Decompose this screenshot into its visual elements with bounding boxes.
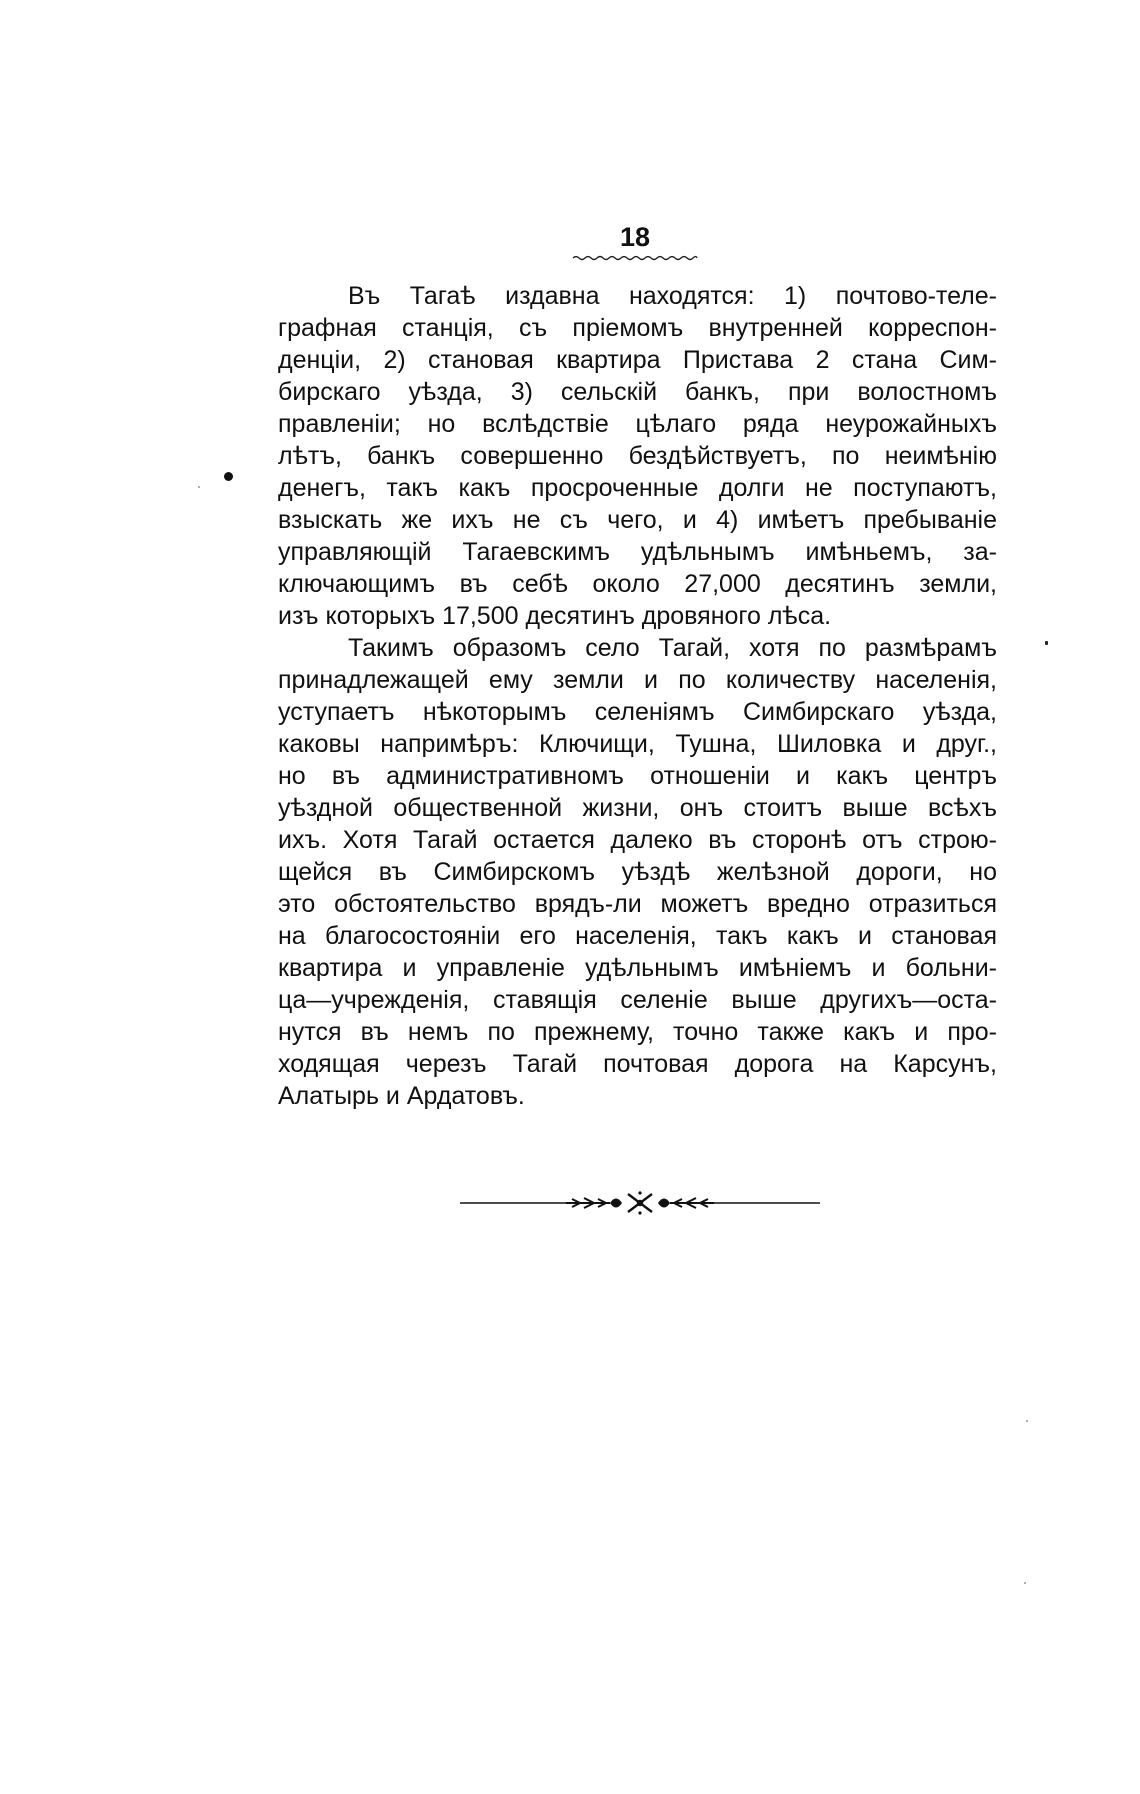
text-line: уѣздной общественной жизни, онъ стоитъ выше всѣхъ bbox=[278, 794, 997, 822]
text-line: на благосостояніи его населенія, такъ какъ и становая bbox=[278, 922, 997, 950]
body-text bbox=[278, 280, 997, 1112]
margin-speck bbox=[198, 486, 200, 488]
text-line: денегъ, такъ какъ просроченные долги не поступаютъ, bbox=[278, 474, 997, 502]
text-line: уступаетъ нѣкоторымъ селеніямъ Симбирскаго уѣзда, bbox=[278, 698, 997, 726]
text-line: Алатырь и Ардатовъ. bbox=[278, 1082, 525, 1110]
text-line: это обстоятельство врядъ-ли можетъ вредно отразиться bbox=[278, 890, 997, 918]
paragraph-1 bbox=[278, 280, 997, 632]
margin-speck bbox=[1026, 1420, 1028, 1422]
text-line: ца—учрежденія, ставящія селеніе выше другихъ—оста- bbox=[278, 986, 997, 1014]
text-line: изъ которыхъ 17,500 десятинъ дровяного лѣса. bbox=[278, 602, 832, 630]
text-line: денціи, 2) становая квартира Пристава 2 стана Сим- bbox=[278, 346, 997, 374]
page-number: 18 bbox=[619, 222, 651, 252]
paragraph-2 bbox=[278, 632, 997, 1112]
margin-speck bbox=[1024, 1582, 1026, 1584]
text-line: квартира и управленіе удѣльнымъ имѣніемъ и больни- bbox=[278, 954, 997, 982]
text-line: ходящая черезъ Тагай почтовая дорога на Карсунъ, bbox=[278, 1050, 997, 1078]
text-line: каковы напримѣръ: Ключищи, Тушна, Шиловка и друг., bbox=[278, 730, 997, 758]
text-line: бирскаго уѣзда, 3) сельскій банкъ, при волостномъ bbox=[278, 378, 997, 406]
text-line: но въ административномъ отношеніи и какъ центръ bbox=[278, 762, 997, 790]
text-line: нутся въ немъ по прежнему, точно также какъ и про- bbox=[278, 1018, 997, 1046]
margin-ink-dot bbox=[224, 472, 233, 481]
text-line: правленіи; но вслѣдствіе цѣлаго ряда неурожайныхъ bbox=[278, 410, 997, 438]
section-end-ornament bbox=[460, 1188, 820, 1218]
text-line: щейся въ Симбирскомъ уѣздѣ желѣзной дороги, но bbox=[278, 858, 997, 886]
text-line: Въ Тагаѣ издавна находятся: 1) почтово-теле- bbox=[348, 282, 997, 310]
text-line: взыскать же ихъ не съ чего, и 4) имѣетъ пребываніе bbox=[278, 506, 997, 534]
text-line: управляющій Тагаевскимъ удѣльнымъ имѣньемъ, за- bbox=[278, 538, 997, 566]
wavy-underline-ornament bbox=[571, 254, 699, 262]
text-line: Такимъ образомъ село Тагай, хотя по размѣрамъ bbox=[348, 634, 997, 662]
margin-tick-mark bbox=[1045, 641, 1048, 645]
text-line: ихъ. Хотя Тагай остается далеко въ сторонѣ отъ строю- bbox=[278, 826, 997, 854]
text-line: лѣтъ, банкъ совершенно бездѣйствуетъ, по неимѣнію bbox=[278, 442, 997, 470]
text-line: графная станція, съ пріемомъ внутренней корреспон- bbox=[278, 314, 997, 342]
page-header bbox=[560, 222, 710, 262]
text-line: ключающимъ въ себѣ около 27,000 десятинъ земли, bbox=[278, 570, 997, 598]
text-line: принадлежащей ему земли и по количеству населенія, bbox=[278, 666, 997, 694]
